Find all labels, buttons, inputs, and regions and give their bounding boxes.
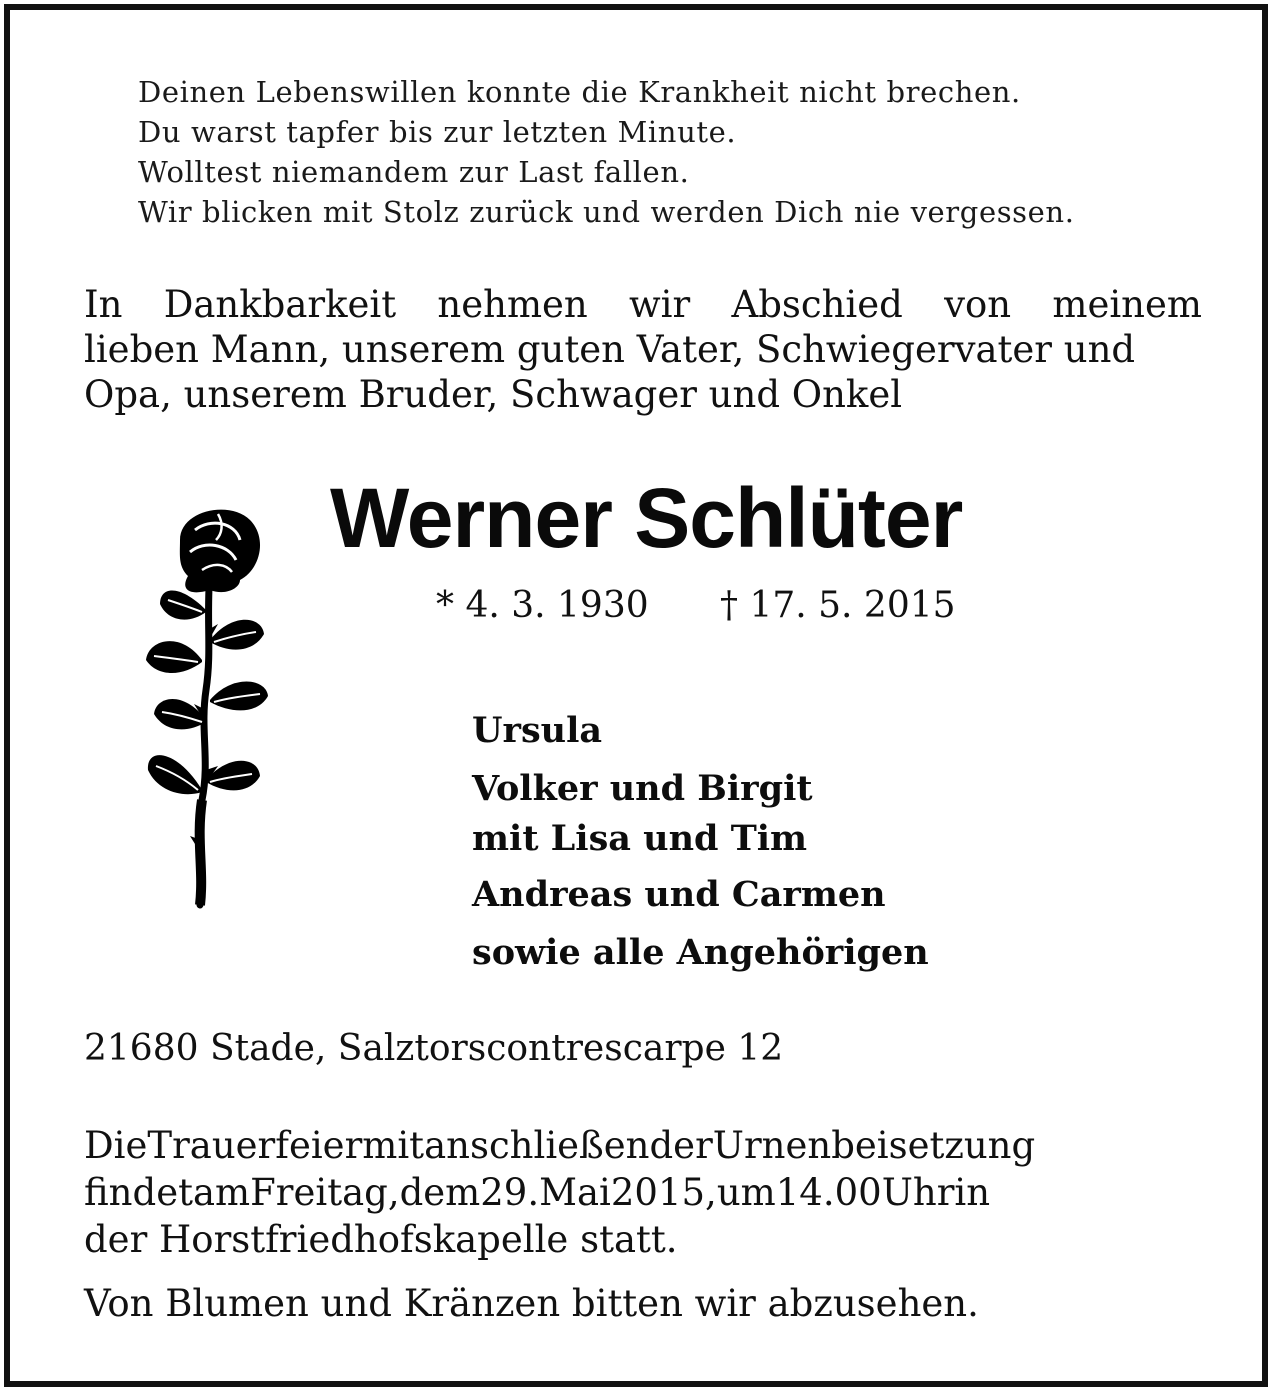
poem-line: Wir blicken mit Stolz zurück und werden Dich nie vergessen.	[138, 195, 1075, 229]
family-line: Ursula	[472, 710, 603, 751]
family-members	[472, 706, 1072, 978]
address: 21680 Stade, Salztorscontrescarpe 12	[84, 1028, 784, 1069]
word: dem	[399, 1171, 481, 1214]
word: Uhr	[881, 1171, 955, 1214]
poem-line: Wolltest niemandem zur Last fallen.	[138, 155, 690, 189]
word: In	[84, 283, 123, 326]
intro-line-justified	[84, 282, 1202, 327]
word: um	[716, 1171, 776, 1214]
word: in	[954, 1171, 991, 1214]
poem-line: Du warst tapfer bis zur letzten Minute.	[138, 115, 737, 149]
word: 2015,	[610, 1171, 717, 1214]
word: von	[944, 283, 1012, 326]
family-line: Volker und Birgit	[472, 768, 813, 809]
word: Urnenbeisetzung	[712, 1124, 1036, 1167]
poem-line: Deinen Lebenswillen konnte die Krankheit nicht brechen.	[138, 75, 1021, 109]
word: findet	[84, 1171, 193, 1214]
intro-line: lieben Mann, unserem guten Vater, Schwiegervater und	[84, 328, 1136, 371]
word: Dankbarkeit	[163, 283, 397, 326]
word: am	[192, 1171, 251, 1214]
life-dates	[436, 584, 996, 628]
ceremony-line: der Horstfriedhofskapelle statt.	[84, 1218, 678, 1261]
intro-text	[84, 282, 1202, 417]
intro-line: Opa, unserem Bruder, Schwager und Onkel	[84, 373, 903, 416]
word: 29.	[480, 1171, 540, 1214]
family-line: sowie alle Angehörigen	[472, 932, 929, 973]
ceremony-line-justified	[84, 1169, 1202, 1216]
ceremony-info	[84, 1122, 1202, 1263]
word: Trauerfeier	[147, 1124, 363, 1167]
word: nehmen	[437, 283, 588, 326]
word: wir	[629, 283, 691, 326]
deceased-name: Werner Schlüter	[330, 471, 963, 565]
rose-icon	[140, 500, 275, 910]
word: 14.00	[775, 1171, 882, 1214]
family-line: mit Lisa und Tim	[472, 818, 808, 859]
word: mit	[362, 1124, 425, 1167]
word: Abschied	[731, 283, 903, 326]
word: Mai	[539, 1171, 611, 1214]
death-date: † 17. 5. 2015	[720, 585, 956, 626]
word: meinem	[1052, 283, 1202, 326]
word: anschließender	[424, 1124, 713, 1167]
birth-date: * 4. 3. 1930	[436, 585, 649, 626]
ceremony-line-justified	[84, 1122, 1202, 1169]
word: Freitag,	[250, 1171, 400, 1214]
family-line: Andreas und Carmen	[472, 874, 886, 915]
flowers-note: Von Blumen und Kränzen bitten wir abzusehen.	[84, 1282, 979, 1325]
word: Die	[84, 1124, 148, 1167]
poem	[138, 72, 1218, 232]
